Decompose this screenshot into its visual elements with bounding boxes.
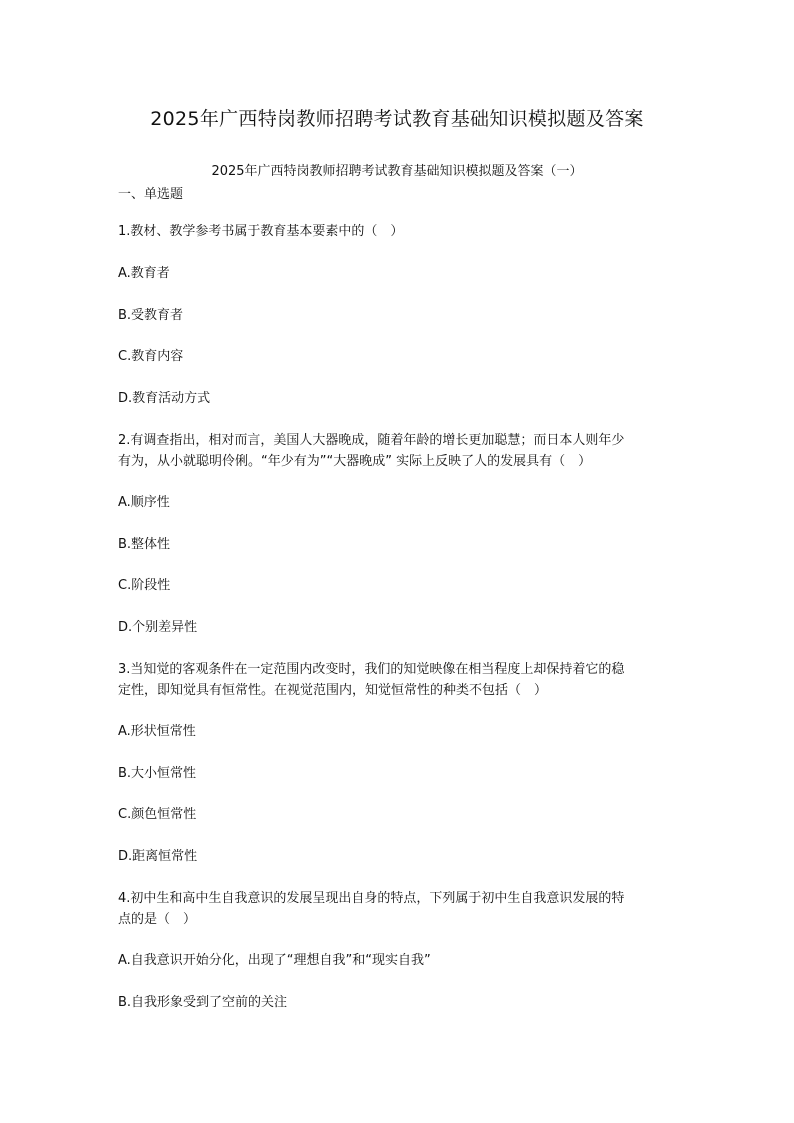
question-2-option-a: A.顺序性 — [118, 495, 170, 510]
question-3-option-d: D.距离恒常性 — [118, 849, 198, 864]
question-4-stem — [118, 888, 678, 930]
question-3-option-a: A.形状恒常性 — [118, 724, 196, 739]
document-title: 2025年广西特岗教师招聘考试教育基础知识模拟题及答案 — [150, 108, 644, 130]
question-1-option-a: A.教育者 — [118, 266, 170, 281]
question-1-option-b: B.受教育者 — [118, 308, 184, 323]
question-1-option-c: C.教育内容 — [118, 349, 184, 364]
section-heading: 一、单选题 — [118, 187, 184, 202]
question-stem-line: 点的是（ ） — [118, 912, 197, 927]
question-stem-line: 4.初中生和高中生自我意识的发展呈现出自身的特点，下列属于初中生自我意识发展的特 — [118, 891, 625, 906]
question-stem-line: 1.教材、教学参考书属于教育基本要素中的（ ） — [118, 224, 404, 239]
question-3-option-c: C.颜色恒常性 — [118, 807, 197, 822]
question-4-option-a: A.自我意识开始分化，出现了“理想自我”和“现实自我” — [118, 953, 431, 968]
question-3-option-b: B.大小恒常性 — [118, 766, 197, 781]
question-stem-line: 定性，即知觉具有恒常性。在视觉范围内，知觉恒常性的种类不包括（ ） — [118, 683, 548, 698]
question-1-option-d: D.教育活动方式 — [118, 391, 211, 406]
question-2-stem — [118, 430, 678, 472]
question-2-option-d: D.个别差异性 — [118, 620, 198, 635]
question-stem-line: 2.有调查指出，相对而言，美国人大器晚成，随着年龄的增长更加聪慧；而日本人则年少 — [118, 433, 625, 448]
question-2-option-b: B.整体性 — [118, 537, 171, 552]
question-4-option-b: B.自我形象受到了空前的关注 — [118, 995, 288, 1010]
question-1-stem — [118, 221, 678, 242]
question-stem-line: 有为，从小就聪明伶俐。“年少有为”“大器晚成” 实际上反映了人的发展具有（ ） — [118, 454, 592, 469]
document-subtitle: 2025年广西特岗教师招聘考试教育基础知识模拟题及答案（一） — [211, 164, 583, 179]
question-stem-line: 3.当知觉的客观条件在一定范围内改变时，我们的知觉映像在相当程度上却保持着它的稳 — [118, 662, 625, 677]
question-3-stem — [118, 659, 678, 701]
question-2-option-c: C.阶段性 — [118, 578, 171, 593]
